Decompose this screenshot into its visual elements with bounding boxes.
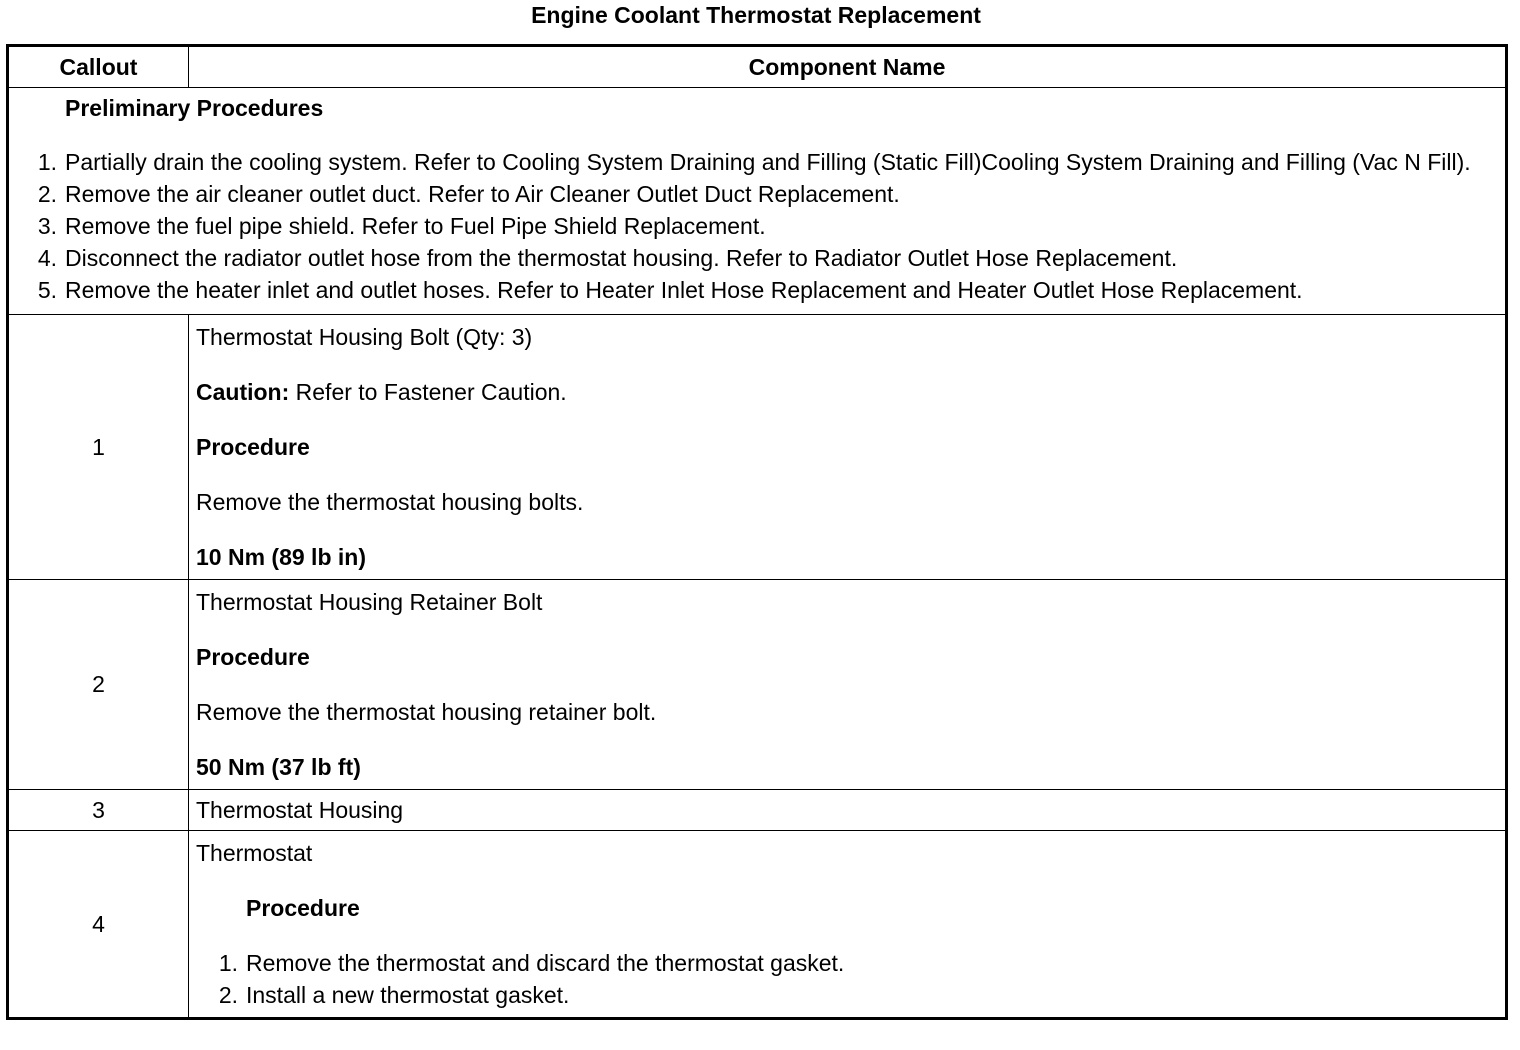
procedure-text: Remove the thermostat housing bolts. bbox=[196, 489, 584, 515]
table-row bbox=[8, 580, 1507, 790]
preliminary-cell bbox=[8, 88, 1507, 315]
component-name: Thermostat Housing Bolt (Qty: 3) bbox=[196, 324, 533, 350]
component-header: Component Name bbox=[189, 46, 1507, 88]
procedure-label: Procedure bbox=[196, 434, 310, 460]
callout-cell: 4 bbox=[8, 831, 189, 1019]
preliminary-heading: Preliminary Procedures bbox=[65, 95, 324, 121]
preliminary-row bbox=[8, 88, 1507, 315]
procedure-text: Remove the thermostat housing retainer bolt. bbox=[196, 699, 657, 725]
list-item: 1. Remove the thermostat and discard the thermostat gasket. bbox=[218, 950, 845, 976]
component-name: Thermostat Housing bbox=[196, 797, 404, 823]
table-row bbox=[8, 831, 1507, 1019]
callout-cell: 2 bbox=[8, 580, 189, 790]
procedure-steps bbox=[196, 949, 1498, 1009]
callout-cell: 1 bbox=[8, 315, 189, 580]
component-cell bbox=[189, 831, 1507, 1019]
component-cell bbox=[189, 790, 1507, 831]
header-row bbox=[8, 46, 1507, 88]
list-item: 3. Remove the fuel pipe shield. Refer to Fuel Pipe Shield Replacement. bbox=[37, 213, 766, 239]
list-item: 5. Remove the heater inlet and outlet hoses. Refer to Heater Inlet Hose Replacement and Heater Outlet Hose Replacement. bbox=[37, 277, 1303, 303]
procedure-table bbox=[6, 44, 1508, 1020]
procedure-label: Procedure bbox=[246, 895, 360, 921]
procedure-label: Procedure bbox=[196, 644, 310, 670]
list-item: 2. Install a new thermostat gasket. bbox=[218, 982, 570, 1008]
list-item: 4. Disconnect the radiator outlet hose from the thermostat housing. Refer to Radiator Outlet Hose Replacement. bbox=[37, 245, 1178, 271]
component-cell bbox=[189, 315, 1507, 580]
torque-spec: 50 Nm (37 lb ft) bbox=[196, 754, 361, 780]
component-name: Thermostat Housing Retainer Bolt bbox=[196, 589, 543, 615]
torque-spec: 10 Nm (89 lb in) bbox=[196, 544, 366, 570]
list-item: 1. Partially drain the cooling system. Refer to Cooling System Draining and Filling (Static Fill)Cooling System Draining and Filling (Vac N Fill). bbox=[37, 149, 1471, 175]
preliminary-steps bbox=[29, 148, 1495, 304]
page-title: Engine Coolant Thermostat Replacement bbox=[531, 2, 981, 28]
list-item: 2. Remove the air cleaner outlet duct. Refer to Air Cleaner Outlet Duct Replacement. bbox=[37, 181, 900, 207]
component-cell bbox=[189, 580, 1507, 790]
callout-header: Callout bbox=[8, 46, 189, 88]
caution-note: Caution: Refer to Fastener Caution. bbox=[196, 379, 567, 405]
component-name: Thermostat bbox=[196, 840, 313, 866]
table-row bbox=[8, 790, 1507, 831]
table-row bbox=[8, 315, 1507, 580]
callout-cell: 3 bbox=[8, 790, 189, 831]
